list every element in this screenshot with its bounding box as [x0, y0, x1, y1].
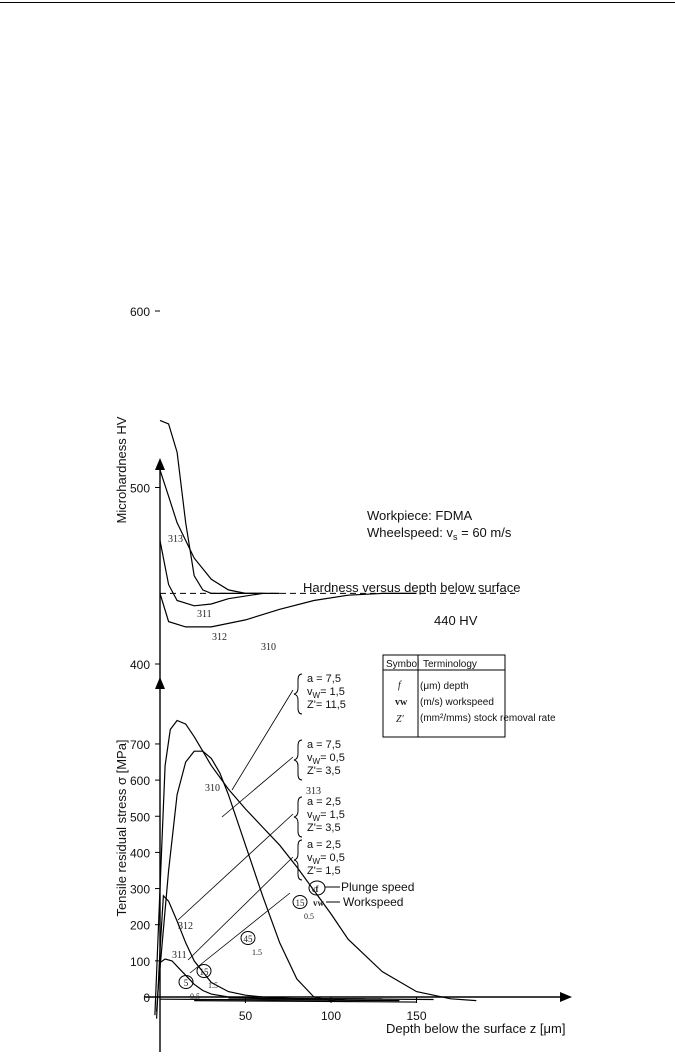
condition-2-stock-removal: Z'= 3,5	[307, 822, 341, 834]
table-symbol-stock-removal: Z'	[396, 714, 404, 725]
x-tick-label-150: 150	[406, 1009, 427, 1023]
terminology-table	[383, 655, 556, 737]
condition-0-stock-removal: Z'= 11,5	[307, 699, 346, 711]
stress-y-tick-label-300: 300	[129, 882, 150, 897]
x-axis-arrow	[560, 992, 572, 1002]
condition-3-workspeed: $v_W= 0,5$	[307, 852, 345, 866]
condition-brace-2	[294, 797, 302, 837]
hardness-curve-312	[160, 541, 263, 606]
stress-y-tick-label-700: 700	[129, 737, 150, 752]
hardness-y-tick-label-500: 500	[129, 481, 150, 496]
hardness-curve-311	[160, 470, 280, 594]
wheelspeed-label: Wheelspeed: $v_s = 60$ m/s	[367, 525, 512, 542]
hardness-y-tick-label-400: 400	[129, 658, 150, 672]
key-plunge-label: Plunge speed	[341, 880, 415, 894]
hardness-y-tick-label-600: 600	[129, 305, 150, 319]
hardness-series-label-310: 310	[261, 642, 276, 653]
hardness-y-axis-label: Microhardness HV	[114, 416, 129, 524]
speed-marker-3-plunge: 15	[295, 898, 305, 908]
table-term-stock-removal	[420, 713, 556, 724]
x-tick-label-50: 50	[238, 1009, 253, 1023]
condition-2-workspeed: $v_W= 1,5$	[307, 809, 345, 823]
condition-2-depth: a = 2,5	[307, 796, 341, 808]
stress-y-tick-label-200: 200	[129, 918, 150, 933]
leader-line-1	[222, 757, 293, 817]
speed-marker-3-workspeed: 0.5	[304, 912, 314, 921]
workpiece-label: Workpiece: FDMA	[367, 508, 473, 523]
lower-y-axis-arrow	[155, 677, 165, 689]
stress-series-label-313: 313	[306, 786, 321, 797]
table-term-workspeed: (m/s) workspeed	[420, 697, 494, 708]
annotation-group	[168, 534, 346, 1001]
hardness-series-label-313: 313	[168, 534, 183, 545]
y-axis-arrow	[155, 458, 165, 470]
speed-marker-1-plunge: 15	[199, 967, 209, 977]
stress-y-axis-label: Tensile residual stress σ [MPa]	[114, 739, 129, 917]
speed-marker-1-workspeed: 1.5	[208, 981, 218, 990]
leader-line-4	[190, 893, 290, 973]
speed-marker-0-workspeed: 0.5	[190, 992, 200, 1001]
axes	[145, 458, 572, 1052]
table-header-terminology: Terminology	[423, 659, 477, 670]
stress-y-tick-label-500: 500	[129, 810, 150, 825]
baseline-label: 440 HV	[434, 613, 478, 628]
hardness-series-label-311: 311	[197, 609, 212, 620]
table-term-stock-removal-text: (mm²/mms) stock removal rate	[420, 713, 556, 724]
condition-brace-0	[294, 674, 302, 714]
speed-marker-2-plunge: 45	[243, 934, 253, 944]
condition-brace-1	[294, 740, 302, 780]
x-tick-label-100: 100	[320, 1009, 342, 1023]
condition-3-depth: a = 2,5	[307, 839, 341, 851]
condition-3-stock-removal: Z'= 1,5	[307, 865, 341, 877]
stress-y-tick-label-400: 400	[129, 846, 150, 861]
leader-line-0	[232, 690, 293, 790]
table-term-depth: (μm) depth	[420, 681, 469, 692]
key-workspeed-symbol: vw	[313, 898, 324, 908]
stress-y-tick-label-0: 0	[143, 991, 150, 1005]
condition-brace-3	[294, 840, 302, 880]
stress-y-tick-label-100: 100	[129, 954, 150, 969]
stress-y-tick-label-600: 600	[129, 774, 150, 789]
speed-marker-0-plunge: 5	[183, 978, 189, 988]
condition-1-depth: a = 7,5	[307, 739, 341, 751]
table-header-symbol: Symbol	[386, 659, 420, 670]
table-symbol-workspeed: vw	[395, 697, 408, 708]
key-plunge-symbol: vf	[311, 884, 319, 894]
stress-series-label-311: 311	[172, 950, 187, 961]
stress-series-label-312: 312	[178, 921, 193, 932]
key-workspeed-label: Workspeed	[343, 895, 404, 909]
hardness-curve-313	[160, 420, 263, 593]
hardness-series-label-312: 312	[212, 632, 227, 643]
condition-0-depth: a = 7,5	[307, 673, 341, 685]
leader-line-3	[188, 857, 293, 960]
condition-1-stock-removal: Z'= 3,5	[307, 765, 341, 777]
table-symbol-depth: f	[398, 680, 401, 691]
condition-0-workspeed: $v_W= 1,5$	[307, 686, 345, 700]
stress-series-label-310: 310	[205, 783, 220, 794]
hardness-chart-title: Hardness versus depth below surface	[303, 580, 521, 595]
speed-marker-2-workspeed: 1.5	[252, 948, 262, 957]
x-axis-label: Depth below the surface z [μm]	[386, 1021, 566, 1036]
condition-1-workspeed: $v_W= 0,5$	[307, 752, 345, 766]
